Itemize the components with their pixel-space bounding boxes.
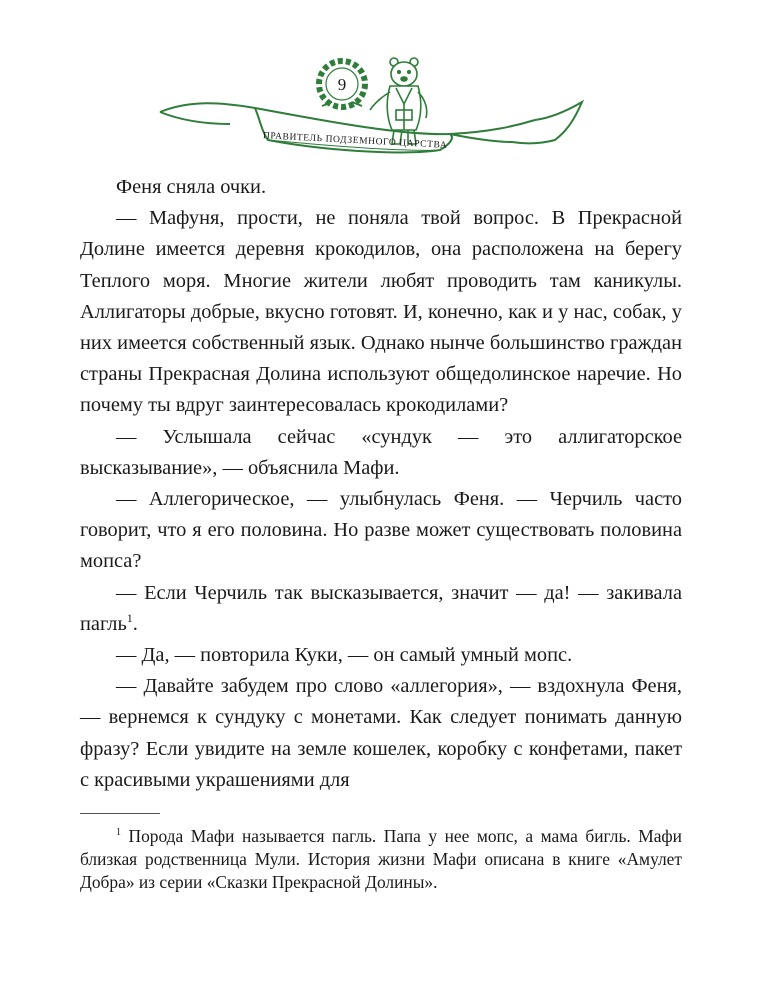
footnote-reference: 1 bbox=[126, 611, 133, 626]
paragraph: — Да, — повторила Куки, — он самый умный мопс. bbox=[116, 644, 573, 667]
paragraph-trailer: . bbox=[132, 612, 138, 635]
footnote-paragraph bbox=[80, 825, 682, 894]
paragraph: — Мафуня, прости, не поняла твой вопрос. В Прекрасной Долине имеется деревня крокодилов, она расположена на берегу Теплого моря. Многие жители любят проводить там каникулы. Аллигаторы добрые, вкусно готовят. И, конечно, как и у нас, собак, у них имеется собственный язык. Однако нынче большинство граждан страны Прекрасная Долина используют общедолинское наречие. Но почему ты вдруг заинтересовалась крокодилами? bbox=[80, 207, 682, 417]
paragraph: — Услышала сейчас «сундук — это аллигаторское высказывание», — объяснила Мафи. bbox=[80, 425, 682, 479]
chapter-header-art bbox=[150, 40, 590, 170]
footnote bbox=[80, 825, 682, 894]
footnote-text: Порода Мафи называется пагль. Папа у нее мопс, а мама бигль. Мафи близкая родственница Мули. История жизни Мафи описана в книге «Амулет Добра» из серии «Сказки Прекрасной Долины». bbox=[80, 826, 682, 892]
chapter-header bbox=[150, 40, 590, 170]
chapter-title: ПРАВИТЕЛЬ ПОДЗЕМНОГО ЦАРСТВА bbox=[262, 131, 448, 151]
footnote-marker: 1 bbox=[116, 827, 121, 839]
paragraph-text: — Если Черчиль так высказывается, значит — да! — закивала пагль bbox=[80, 581, 682, 635]
paragraph: — Аллегорическое, — улыбнулась Феня. — Черчиль часто говорит, что я его половина. Но разве может существовать половина мопса? bbox=[80, 488, 682, 573]
page-body bbox=[80, 172, 682, 796]
paragraph: Феня сняла очки. bbox=[116, 176, 267, 198]
footnote-divider bbox=[80, 813, 160, 814]
paragraph: — Давайте забудем про слово «аллегория», — вздохнула Феня, — вернемся к сундуку с монетами. Как следует понимать данную фразу? Если увидите на земле кошелек, коробку с конфетами, пакет с красивыми украшениями для bbox=[80, 675, 682, 791]
chapter-number: 9 bbox=[337, 75, 347, 94]
paragraph bbox=[80, 578, 682, 640]
